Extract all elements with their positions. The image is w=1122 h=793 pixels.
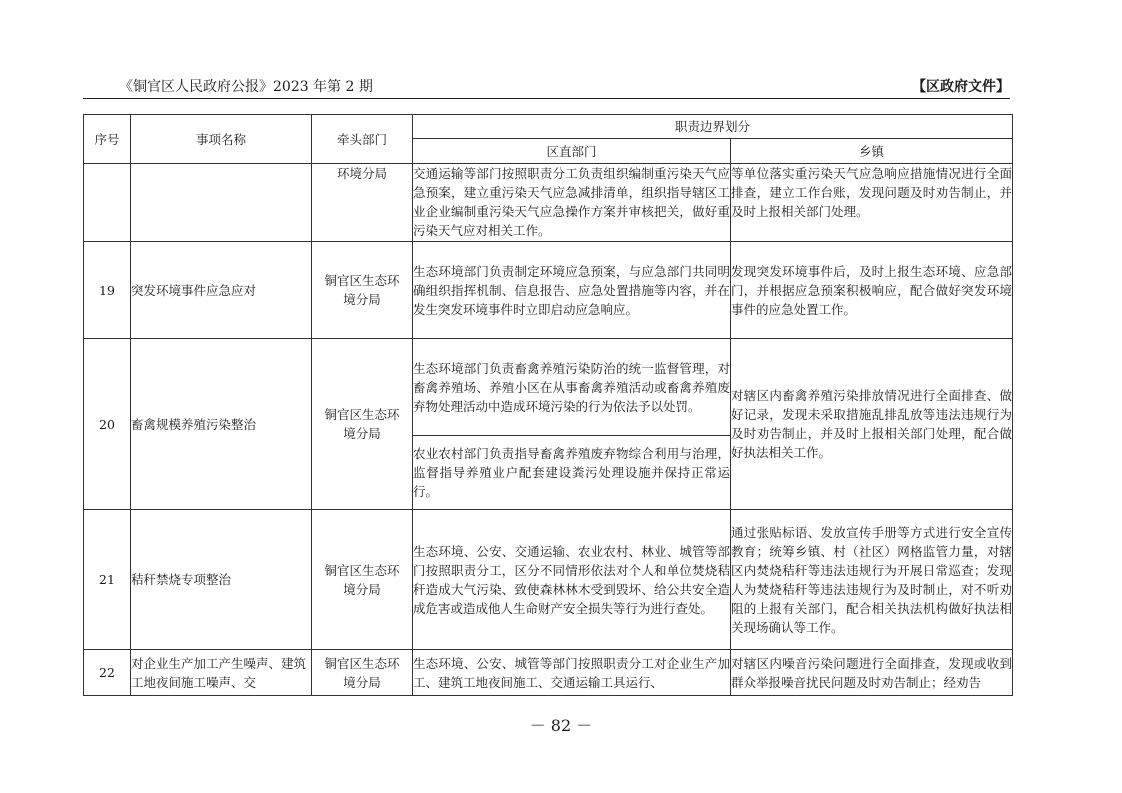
row-19-no: 19 [84,242,131,339]
row-cont-item [131,164,312,242]
table-row [84,164,1013,242]
row-21-lead: 铜官区生态环境分局 [312,510,413,650]
row-20-district-b: 农业农村部门负责指导畜禽养殖废弃物综合利用与治理，监督指导养殖业户配套建设粪污处理设施并保持正常运行。 [413,436,731,510]
row-22-item: 对企业生产加工产生噪声、建筑工地夜间施工噪声、交 [131,650,312,696]
table-row [84,242,1013,339]
row-19-district: 生态环境部门负责制定环境应急预案，与应急部门共同明确组织指挥机制、信息报告、应急处置措施等内容，并在发生突发环境事件时立即启动应急响应。 [413,242,731,339]
section-label: 【区政府文件】 [912,79,1010,95]
row-cont-lead: 环境分局 [312,164,413,242]
page-header [83,76,1010,98]
row-20-item: 畜禽规模养殖污染整治 [131,339,312,510]
row-20-no: 20 [84,339,131,510]
row-cont-district: 交通运输等部门按照职责分工负责组织编制重污染天气应急预案，建立重污染天气应急减排清单，组织指导辖区工业企业编制重污染天气应急操作方案并审核把关，做好重污染天气应对相关工作。 [413,164,731,242]
row-21-item: 秸秆禁烧专项整治 [131,510,312,650]
row-19-lead: 铜官区生态环境分局 [312,242,413,339]
row-21-town: 通过张贴标语、发放宣传手册等方式进行安全宣传教育；统筹乡镇、村（社区）网格监管力量，对辖区内焚烧秸秆等违法违规行为开展日常巡查；发现人为焚烧秸秆等违法违规行为及时制止，对不听劝阻的上报有关部门，配合相关执法机构做好执法相关现场确认等工作。 [731,510,1013,650]
table-row [84,339,1013,436]
row-22-town: 对辖区内噪音污染问题进行全面排查，发现或收到群众举报噪音扰民问题及时劝告制止；经劝告 [731,650,1013,696]
row-cont-no [84,164,131,242]
row-21-no: 21 [84,510,131,650]
row-22-no: 22 [84,650,131,696]
row-22-district: 生态环境、公安、城管等部门按照职责分工对企业生产加工、建筑工地夜间施工、交通运输工具运行、 [413,650,731,696]
col-lead-header: 牵头部门 [312,115,413,164]
row-20-district-a: 生态环境部门负责畜禽养殖污染防治的统一监督管理，对畜禽养殖场、养殖小区在从事畜禽养殖活动或畜禽养殖废弃物处理活动中造成环境污染的行为依法予以处罚。 [413,339,731,436]
row-20-town: 对辖区内畜禽养殖污染排放情况进行全面排查、做好记录，发现未采取措施乱排乱放等违法违规行为及时劝告制止，并及时上报相关部门处理，配合做好执法相关工作。 [731,339,1013,510]
col-item-header: 事项名称 [131,115,312,164]
row-19-town: 发现突发环境事件后，及时上报生态环境、应急部门，并根据应急预案积极响应，配合做好突发环境事件的应急处置工作。 [731,242,1013,339]
row-cont-town: 等单位落实重污染天气应急响应措施情况进行全面排查，建立工作台账，发现问题及时劝告制止，并及时上报相关部门处理。 [731,164,1013,242]
page-number: － 82 － [529,716,593,735]
row-22-lead: 铜官区生态环境分局 [312,650,413,696]
table-row [84,650,1013,696]
col-town-header: 乡镇 [731,139,1013,164]
duty-table [83,114,1013,696]
header-rule [83,98,1010,99]
table-header-row [84,115,1013,139]
col-duty-header: 职责边界划分 [413,115,1013,139]
row-21-district: 生态环境、公安、交通运输、农业农村、林业、城管等部门按照职责分工，区分不同情形依法对个人和单位焚烧秸秆造成大气污染、致使森林林木受到毁坏、给公共安全造成危害或造成他人生命财产安全损失等行为进行查处。 [413,510,731,650]
gazette-title: 《铜官区人民政府公报》2023 年第 2 期 [119,79,373,95]
col-no-header: 序号 [84,115,131,164]
row-19-item: 突发环境事件应急应对 [131,242,312,339]
table-row [84,510,1013,650]
row-20-lead: 铜官区生态环境分局 [312,339,413,510]
col-district-header: 区直部门 [413,139,731,164]
